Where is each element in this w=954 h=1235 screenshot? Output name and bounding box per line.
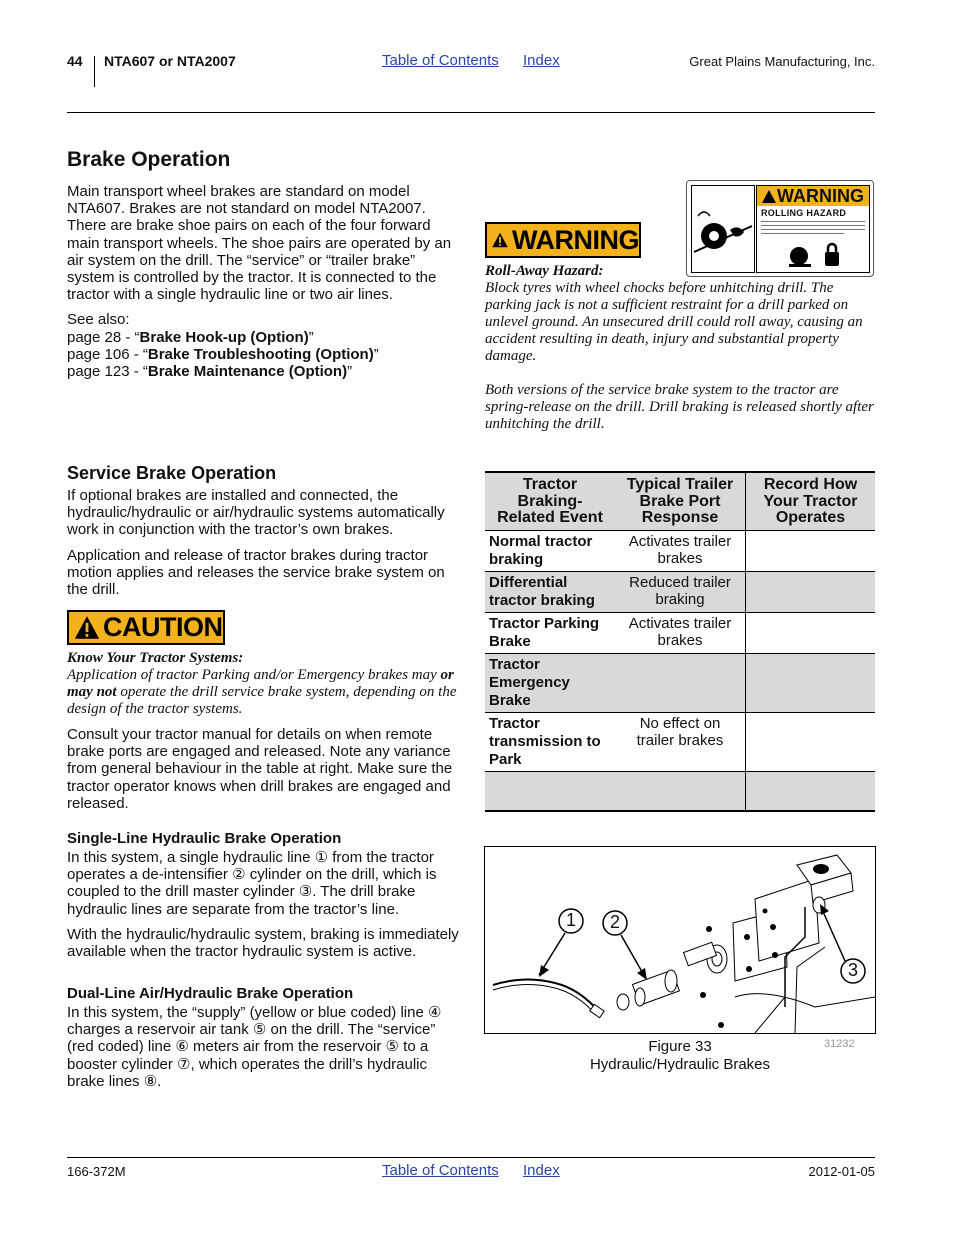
single-line-text (67, 849, 459, 960)
table-header: Typical Trailer Brake Port Response (615, 472, 746, 530)
warning-heading: Roll-Away Hazard: (485, 263, 604, 279)
alert-triangle-icon (491, 226, 509, 254)
table-row (485, 771, 875, 811)
dual-line-text (67, 1004, 459, 1090)
decal-warning-header: WARNING (757, 186, 869, 206)
callout-2-label: 2 (609, 912, 620, 932)
figure-number: Figure 33 (648, 1038, 712, 1055)
table-header: Tractor Braking-Related Event (485, 472, 615, 530)
brake-intro (67, 183, 457, 380)
table-cell-event: Tractor Emergency Brake (489, 655, 570, 709)
caution-sign: CAUTION (67, 610, 225, 645)
table-cell-record[interactable] (746, 712, 876, 771)
section-heading-service-brake: Service Brake Operation (67, 463, 277, 483)
see-also-item[interactable]: page 28 - “Brake Hook-up (Option)” (67, 328, 314, 346)
table-row (485, 530, 875, 571)
single-line-paragraph: With the hydraulic/hydraulic system, braking is immediately available when the tractor hydraulic system is active. (67, 925, 459, 961)
table-cell-record[interactable] (746, 612, 876, 653)
decal-title: ROLLING HAZARD (761, 208, 847, 218)
table-cell-response (615, 653, 746, 712)
table-cell-response: Activates trailer brakes (628, 614, 732, 649)
see-also-item[interactable]: page 123 - “Brake Maintenance (Option)” (67, 363, 353, 381)
caution-body: Application of tractor Parking and/or Emergency brakes may or may not operate the drill service brake system, depending on the design of the tractor systems. (67, 667, 457, 717)
table-cell-record[interactable] (746, 653, 876, 712)
table-row (485, 653, 875, 712)
table-cell-event: Tractor transmission to Park (489, 714, 601, 768)
consult-manual-text (67, 726, 459, 812)
footer-toc-link[interactable]: Table of Contents (382, 1162, 499, 1179)
callout-1-label: 1 (565, 910, 576, 930)
figure-title: Hydraulic/Hydraulic Brakes (589, 1056, 771, 1073)
service-brake-text (67, 487, 459, 598)
hydraulic-brakes-figure (484, 846, 876, 1034)
intro-paragraph: Main transport wheel brakes are standard on model NTA607. Brakes are not standard on model NTA2007. There are brake shoe pairs on each of the four forward main transport wheels. The shoe pairs are operated by an air system on the drill. The “service” or “trailer brake” system is controlled by the tractor. It is connected to the tractor with a single hydraulic line or two air lines. (67, 183, 452, 304)
subheading-dual-line: Dual-Line Air/Hydraulic Brake Operation (67, 985, 354, 1002)
rolling-hazard-icon (692, 186, 754, 272)
table-cell-response (615, 771, 746, 811)
decal-fine-print (761, 221, 865, 234)
model-name: NTA607 or NTA2007 (104, 53, 236, 69)
doc-number: 166-372M (67, 1164, 126, 1179)
warning-note: Both versions of the service brake system to the tractor are spring-release on the drill. Drill braking is released shortly after unhitching the drill. (485, 382, 874, 432)
brake-events-table (485, 471, 875, 812)
index-link[interactable]: Index (523, 52, 560, 69)
callout-3-label: 3 (847, 960, 858, 980)
table-cell-record[interactable] (746, 530, 876, 571)
brake-assembly-drawing (485, 847, 875, 1033)
table-row (485, 712, 875, 771)
header-rule (67, 112, 875, 113)
page-title: Brake Operation (67, 148, 231, 171)
figure-caption (485, 1038, 875, 1074)
dual-line-paragraph: In this system, the “supply” (yellow or blue coded) line ④ charges a reservoir air tank ⑤ on the drill. The “service” (red coded) line ⑥ meters air from the reservoir ⑤ to a booster cylinder ⑦, which operates the drill’s hydraulic brake lines ⑧. (67, 1004, 442, 1090)
warning-sign: WARNING (485, 222, 641, 258)
decal-pictogram-box (691, 185, 755, 273)
see-also-label: See also: (67, 311, 130, 329)
warning-text (485, 263, 877, 433)
table-cell-response: No effect on trailer brakes (636, 714, 724, 749)
alert-triangle-icon (73, 614, 101, 641)
footer-index-link[interactable]: Index (523, 1162, 560, 1179)
alert-triangle-icon (762, 190, 776, 203)
subheading-single-line: Single-Line Hydraulic Brake Operation (67, 830, 342, 847)
decal-text-box (756, 185, 870, 273)
page-number: 44 (67, 53, 83, 69)
table-row (485, 612, 875, 653)
caution-text (67, 650, 457, 718)
brake-events-table-wrap (485, 471, 875, 812)
doc-date: 2012-01-05 (808, 1164, 875, 1179)
table-cell-event: Differential tractor braking (489, 573, 595, 609)
footer-rule (67, 1157, 875, 1158)
table-cell-record[interactable] (746, 571, 876, 612)
caution-heading: Know Your Tractor Systems: (67, 650, 244, 666)
service-paragraph: Application and release of tractor brakes during tractor motion applies and releases the service brake system on the drill. (67, 546, 445, 599)
table-cell-event: Normal tractor braking (489, 532, 593, 568)
table-cell-response: Activates trailer brakes (628, 532, 732, 567)
service-paragraph: If optional brakes are installed and connected, the hydraulic/hydraulic or air/hydraulic systems automatically work in conjunction with the tractor’s own brakes. (67, 487, 445, 539)
table-row (485, 571, 875, 612)
table-cell-response: Reduced trailer braking (629, 573, 731, 608)
table-cell-event: Tractor Parking Brake (489, 614, 600, 650)
single-line-paragraph: In this system, a single hydraulic line ① from the tractor operates a de-intensifier ② cylinder on the drill, which is coupled to the drill master cylinder ③. The drill brake hydraulic lines are separate from the tractor’s line. (67, 849, 437, 918)
service-paragraph: Consult your tractor manual for details on when remote brake ports are engaged and released. Note any variance from general behaviour in the table at right. Make sure the tractor operator knows when drill brakes are engaged and released. (67, 726, 453, 812)
toc-link[interactable]: Table of Contents (382, 52, 499, 69)
figure-part-id: 31232 (824, 1038, 855, 1050)
table-cell-event (485, 771, 615, 811)
warning-body: Block tyres with wheel chocks before unhitching drill. The parking jack is not a sufficient restraint for a drill parked on unlevel ground. An unsecured drill could roll away, causing an accident resulting in death, injury and substantial property damage. (485, 280, 863, 364)
table-header: Record How Your Tractor Operates (746, 472, 876, 530)
header-divider (94, 56, 95, 87)
table-cell-record[interactable] (746, 771, 876, 811)
company-name: Great Plains Manufacturing, Inc. (689, 54, 875, 69)
see-also-item[interactable]: page 106 - “Brake Troubleshooting (Option)” (67, 345, 379, 363)
